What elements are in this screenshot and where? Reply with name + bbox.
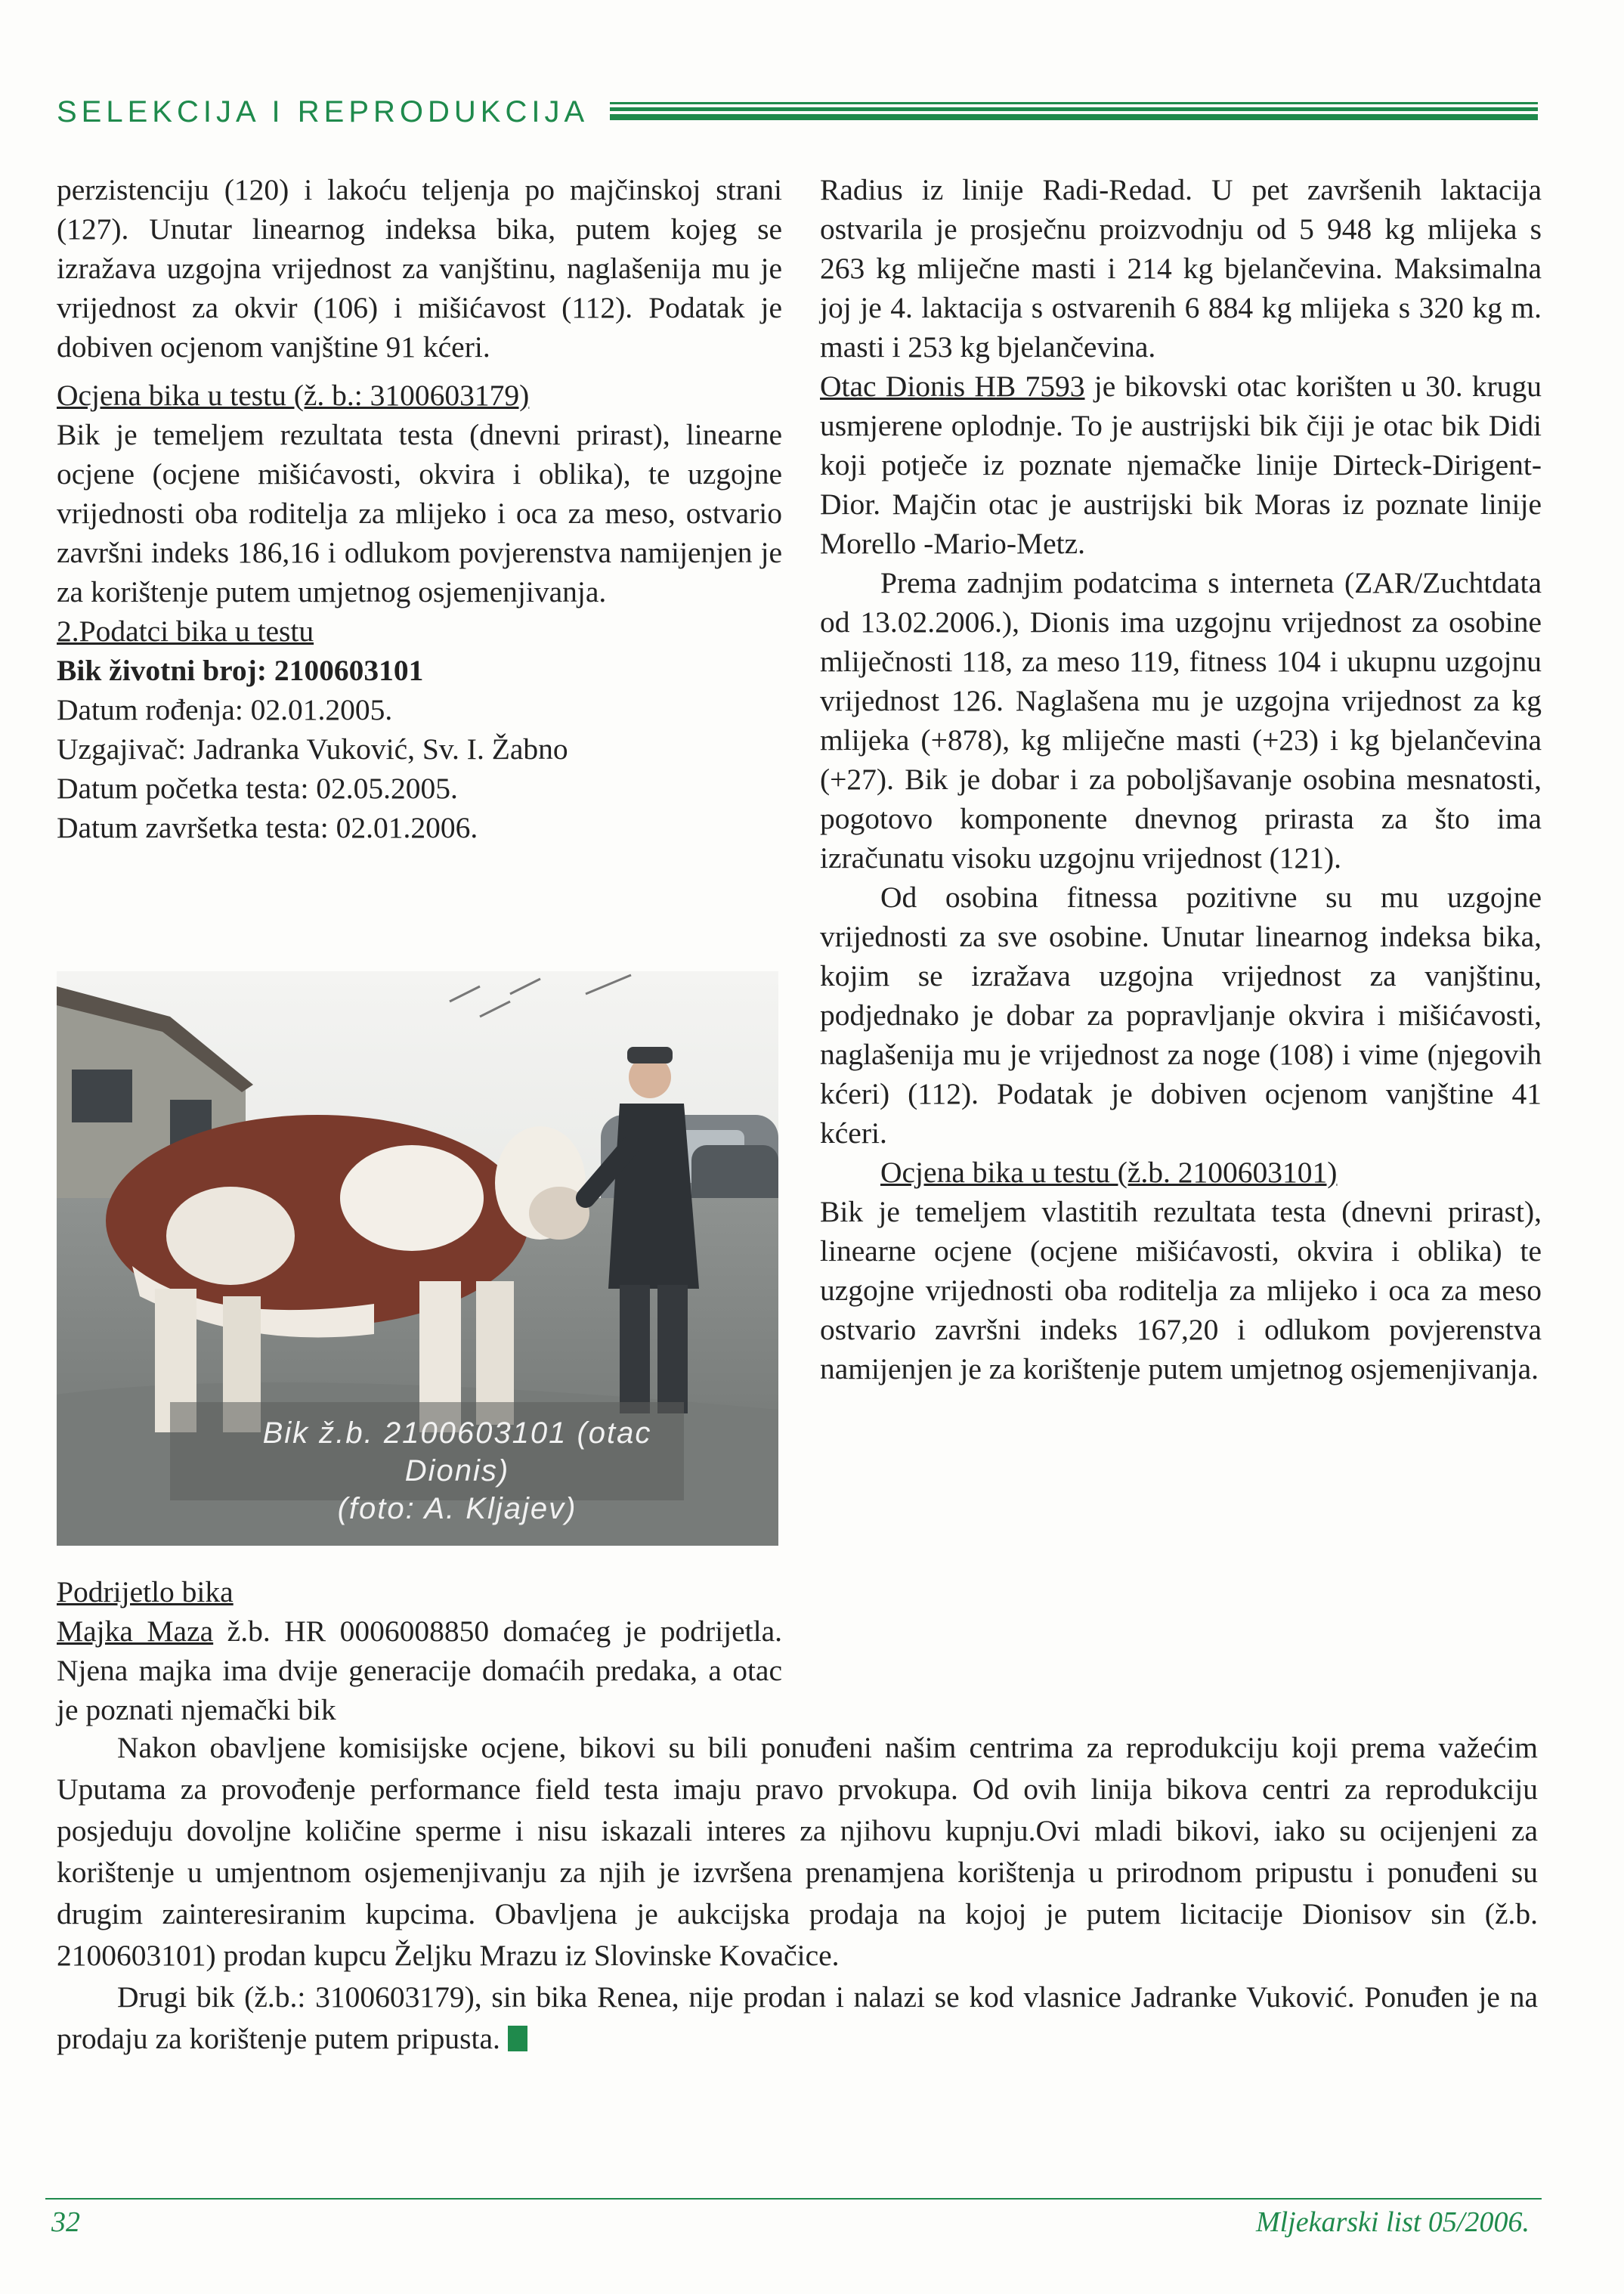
right-paragraph-2 bbox=[820, 367, 1542, 563]
left-column bbox=[57, 170, 782, 847]
right-paragraph-4: Od osobina fitnessa pozitivne su mu uzgojne vrijednosti za sve osobine. Unutar linearnog indeksa bika, kojim se izražava uzgojna vrijednost za vanjštinu, podjednako je dobar za popravljanje okvira i mišićavosti, naglašenija mu je vrijednost za noge (108) i vime (njegovih kćeri) (112). Podatak je dobiven ocjenom vanjštine 41 kćeri. bbox=[820, 881, 1542, 1150]
section-header bbox=[57, 89, 1538, 135]
header-rule bbox=[610, 102, 1538, 122]
right-column bbox=[820, 170, 1542, 1388]
end-of-article-mark bbox=[508, 2026, 527, 2051]
photo-caption-line-2: (foto: A. Kljajev) bbox=[337, 1492, 577, 1525]
page-number: 32 bbox=[51, 2206, 80, 2238]
origin-heading: Podrijetlo bika bbox=[57, 1575, 234, 1608]
journal-issue: Mljekarski list 05/2006. bbox=[1255, 2206, 1530, 2238]
right-paragraph-1: Radius iz linije Radi-Redad. U pet završenih laktacija ostvarila je prosječnu proizvodnju od 5 948 kg mlijeka s 263 kg mliječne masti i 214 kg bjelančevina. Maksimalna joj je 4. laktacija s ostvarenih 6 884 kg mlijeka s 320 kg m. masti i 253 kg bjelančevina. bbox=[820, 173, 1542, 364]
left-column-lower bbox=[57, 1572, 782, 1729]
mother-label: Majka Maza bbox=[57, 1614, 214, 1648]
breeder: Uzgajivač: Jadranka Vuković, Sv. I. Žabno bbox=[57, 732, 568, 766]
test-start-date: Datum početka testa: 02.05.2005. bbox=[57, 772, 458, 805]
bull-number: Bik životni broj: 2100603101 bbox=[57, 654, 424, 687]
father-text: je bikovski otac korišten u 30. krugu usmjerene oplodnje. To je austrijski bik čiji je otac bik Didi koji potječe iz poznate njemačke linije Dirteck-Dirigent-Dior. Majčin otac je austrijski bik Moras iz poznate linije Morello -Mario-Metz. bbox=[820, 370, 1542, 560]
conclusion-paragraph-1: Nakon obavljene komisijske ocjene, bikovi su bili ponuđeni našim centrima za reprodukciju koji prema važećim Uputama za provođenje performance field testa imaju pravo prvokupa. Od ovih linija bikova centri za reprodukciju posjeduju dovoljne količine sperme i nisu iskazali interes za njihovu kupnju.Ovi mladi bikovi, iako su ocijenjeni za korištenje u umjentnom osjemenjivanju za njih je izvršena prenamjena korištenja u prirodnom pripustu i ponuđeni su drugim zainteresiranim kupcima. Obavljena je aukcijska prodaja na kojoj je putem licitacije Dionisov sin (ž.b. 2100603101) prodan kupcu Željku Mrazu iz Slovinske Kovačice. bbox=[57, 1731, 1538, 1972]
photo-caption-line-1: Bik ž.b. 2100603101 (otac Dionis) bbox=[262, 1416, 652, 1488]
father-label: Otac Dionis HB 7593 bbox=[820, 370, 1085, 403]
conclusion-paragraph-2 bbox=[57, 1977, 1538, 2060]
photo-caption bbox=[246, 1414, 669, 1528]
assessment-text-right: Bik je temeljem vlastitih rezultata testa (dnevni prirast), linearne ocjene (ocjene mišićavosti, okvira i oblika) te uzgojne vrijednosti oba roditelja za mlijeko i oca za meso ostvario završni indeks 167,20 i odlukom povjerenstva namijenjen je za korištenje putem umjetnog osjemenjivanja. bbox=[820, 1195, 1542, 1385]
bull-photo bbox=[57, 971, 778, 1546]
assessment-text-left: Bik je temeljem rezultata testa (dnevni prirast), linearne ocjene (ocjene mišićavosti, okvira i oblika), te uzgojne vrijednosti oba roditelja za mlijeko i oca za meso, ostvario završni indeks 186,16 i odlukom povjerenstva namijenjen je za korištenje putem umjetnog osjemenjivanja. bbox=[57, 418, 782, 608]
birth-date: Datum rođenja: 02.01.2005. bbox=[57, 693, 393, 726]
bull-data-heading: 2.Podatci bika u testu bbox=[57, 615, 314, 648]
left-paragraph-1: perzistenciju (120) i lakoću teljenja po majčinskoj strani (127). Unutar linearnog indeksa bika, putem kojeg se izražava uzgojna vrijednost za vanjštinu, naglašenija mu je vrijednost za okvir (106) i mišićavost (112). Podatak je dobiven ocjenom vanjštine 91 kćeri. bbox=[57, 173, 782, 364]
origin-paragraph bbox=[57, 1611, 782, 1729]
assessment-heading-left: Ocjena bika u testu (ž. b.: 3100603179) bbox=[57, 379, 530, 412]
section-title: SELEKCIJA I REPRODUKCIJA bbox=[57, 94, 589, 128]
test-end-date: Datum završetka testa: 02.01.2006. bbox=[57, 811, 478, 844]
right-paragraph-3: Prema zadnjim podatcima s interneta (ZAR/Zuchtdata od 13.02.2006.), Dionis ima uzgojnu vrijednost za osobine mliječnosti 118, za meso 119, fitness 104 i ukupnu uzgojnu vrijednost 126. Naglašena mu je uzgojna vrijednost za kg mlijeka (+878), kg mliječne masti (+23) i kg bjelančevina (+27). Bik je dobar i za poboljšavanje osobina mesnatosti, pogotovo komponente dnevnog prirasta za što ima izračunatu visoku uzgojnu vrijednost (121). bbox=[820, 566, 1542, 875]
origin-text: ž.b. HR 0006008850 domaćeg je podrijetla. Njena majka ima dvije generacije domaćih predaka, a otac je poznati njemački bik bbox=[57, 1614, 782, 1726]
assessment-heading-right: Ocjena bika u testu (ž.b. 2100603101) bbox=[880, 1156, 1338, 1189]
footer-rule bbox=[45, 2198, 1542, 2200]
conclusion-text-2: Drugi bik (ž.b.: 3100603179), sin bika Renea, nije prodan i nalazi se kod vlasnice Jadranke Vuković. Ponuđen je na prodaju za korištenje putem pripusta. bbox=[57, 1980, 1538, 2055]
conclusion-section bbox=[57, 1727, 1538, 2060]
